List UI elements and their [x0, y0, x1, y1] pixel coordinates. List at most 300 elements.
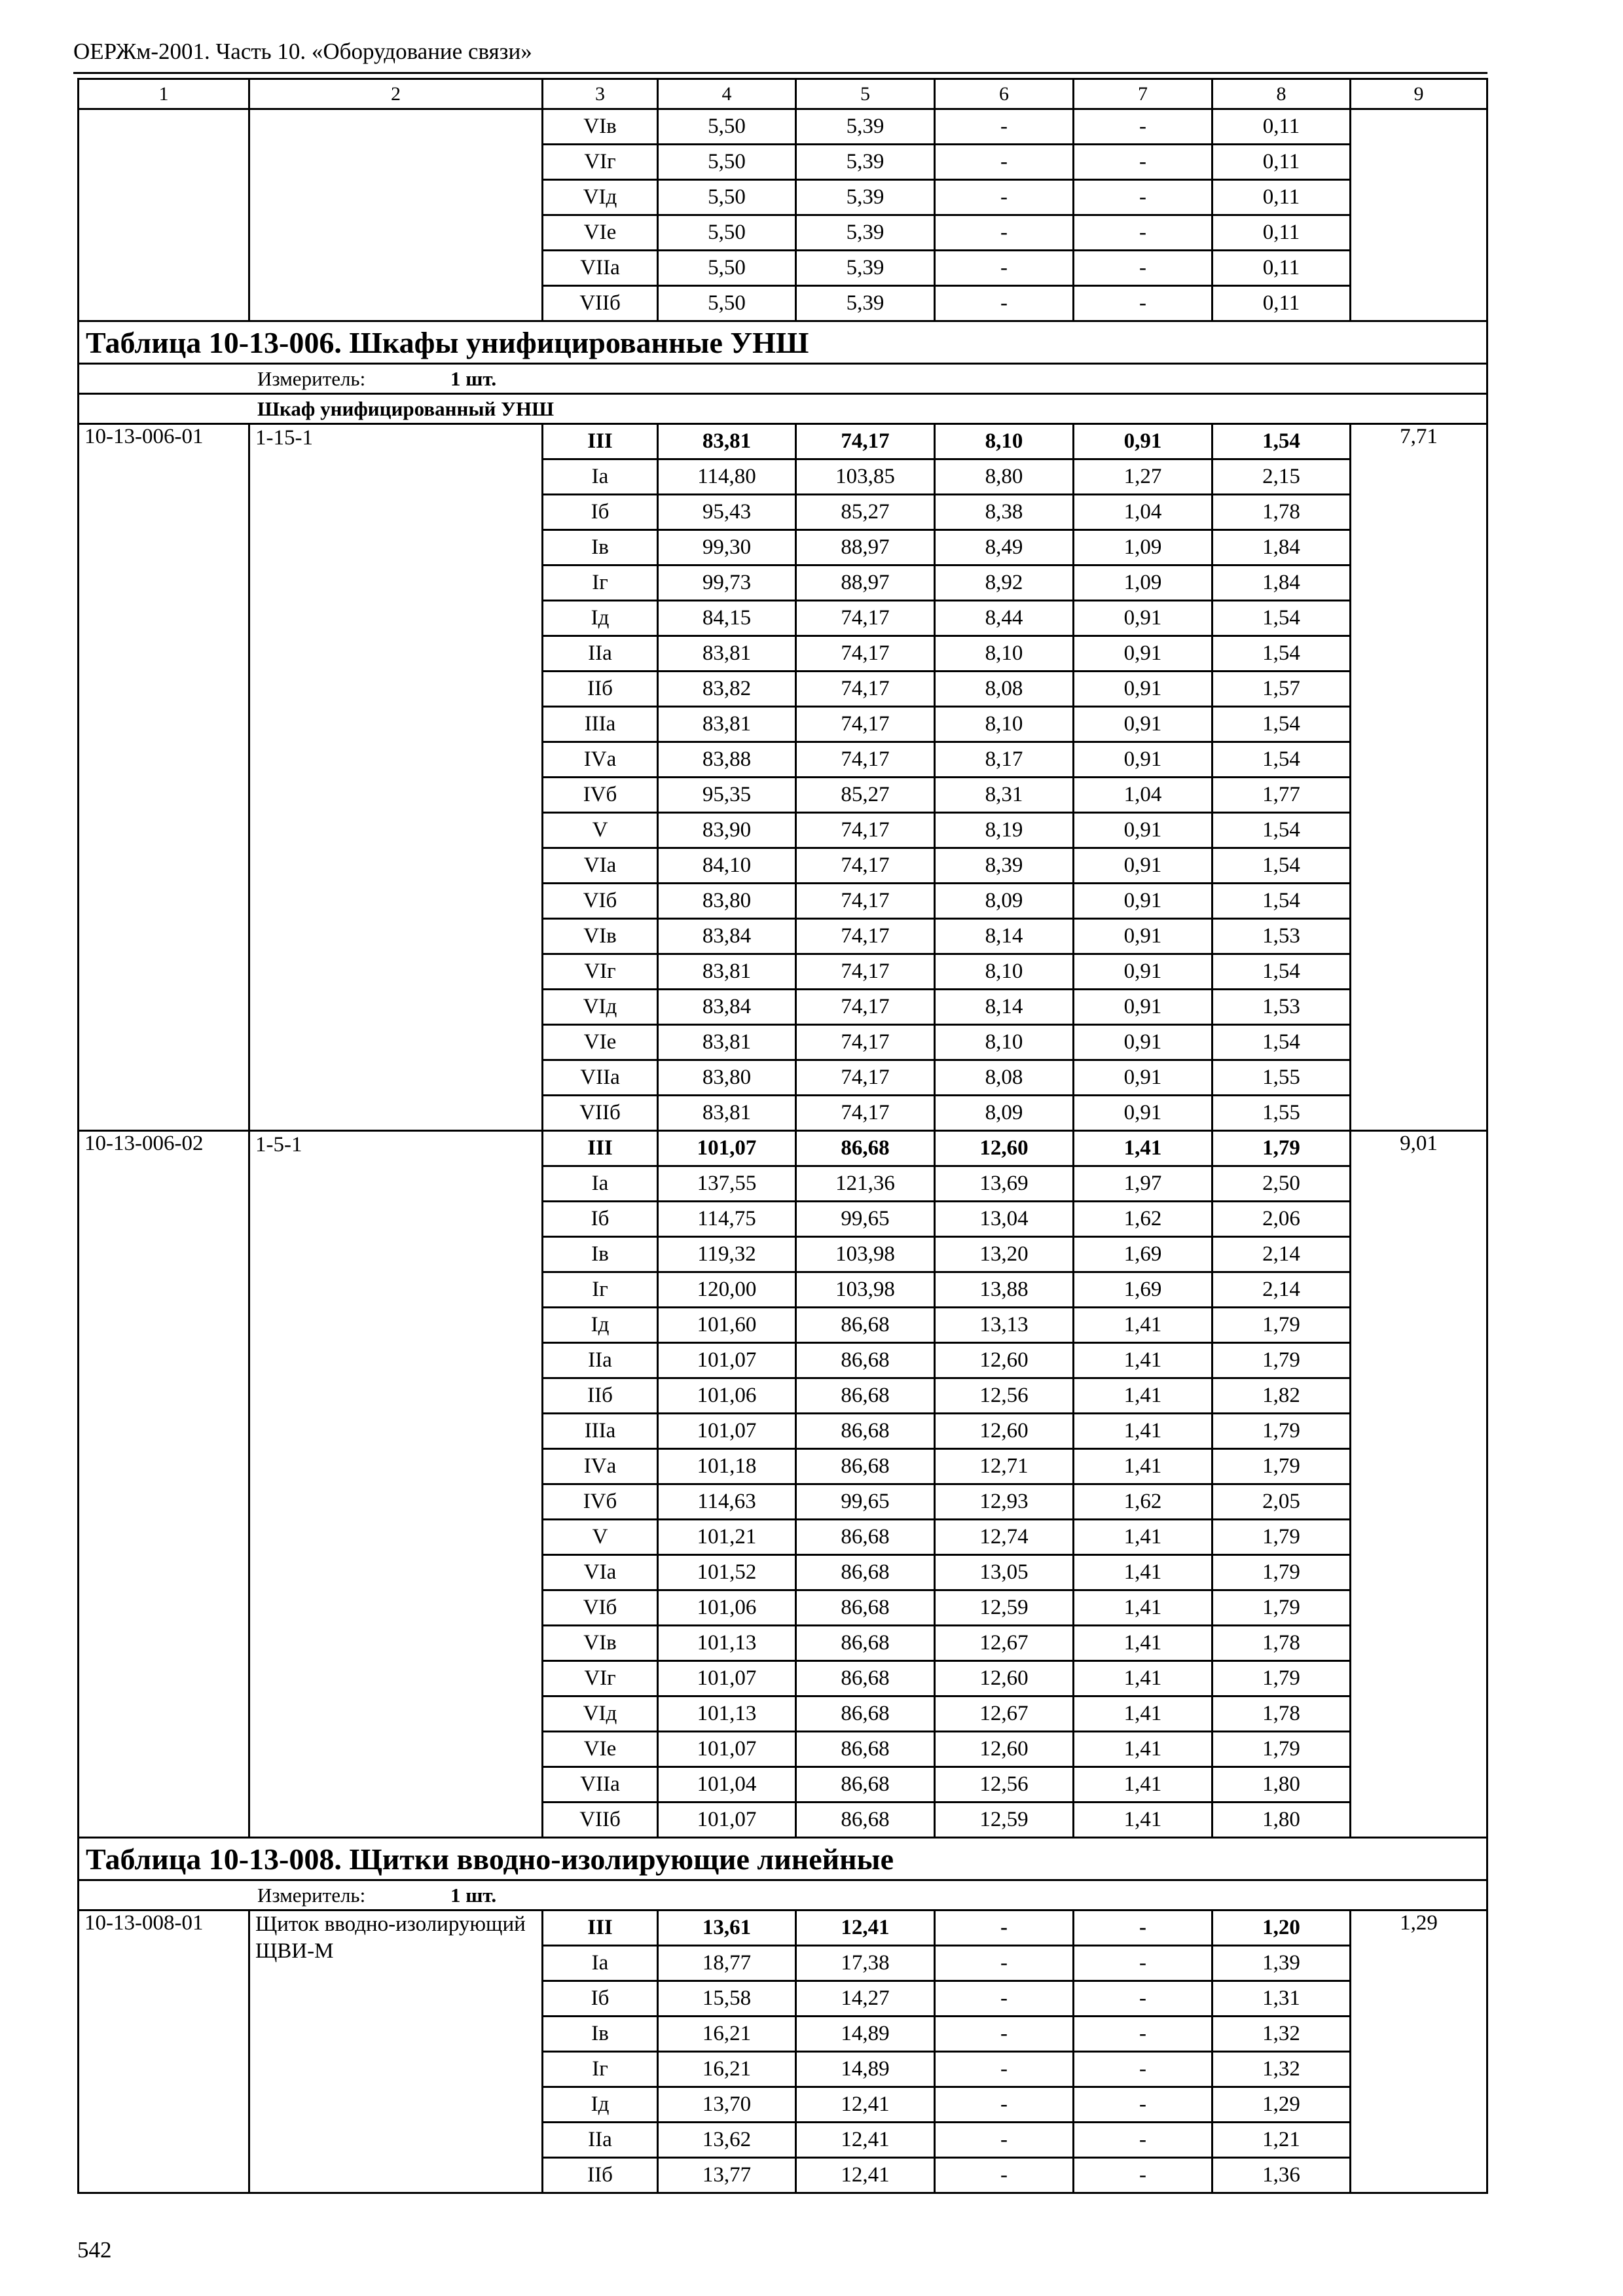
value-cell: 12,93 — [935, 1484, 1074, 1520]
value-cell: 99,73 — [658, 565, 796, 601]
value-cell: 13,20 — [935, 1237, 1074, 1272]
value-cell: 13,13 — [935, 1308, 1074, 1343]
zone-cell: Iг — [543, 2052, 658, 2087]
zone-cell: IVа — [543, 1449, 658, 1484]
value-cell: - — [935, 2052, 1074, 2087]
value-cell: - — [935, 2087, 1074, 2123]
value-cell: 12,59 — [935, 1803, 1074, 1838]
value-cell: - — [935, 251, 1074, 286]
value-cell: 1,80 — [1213, 1767, 1351, 1803]
zone-cell: VIв — [543, 919, 658, 954]
value-cell: 16,21 — [658, 2017, 796, 2052]
value-cell: 101,13 — [658, 1696, 796, 1732]
value-cell: 2,15 — [1213, 459, 1351, 495]
value-cell: 12,41 — [796, 2087, 935, 2123]
value-cell: 1,78 — [1213, 1696, 1351, 1732]
value-cell: - — [935, 1946, 1074, 1981]
value-cell: 1,79 — [1213, 1308, 1351, 1343]
value-cell: 83,84 — [658, 990, 796, 1025]
value-cell: 5,39 — [796, 145, 935, 180]
value-cell: 74,17 — [796, 990, 935, 1025]
value-cell: 101,07 — [658, 1414, 796, 1449]
zone-cell: IVа — [543, 742, 658, 778]
value-cell: 0,91 — [1074, 848, 1213, 884]
value-cell: 0,91 — [1074, 636, 1213, 672]
value-cell: 8,10 — [935, 1025, 1074, 1060]
value-cell: 12,41 — [796, 2158, 935, 2193]
value-cell: 86,68 — [796, 1732, 935, 1767]
zone-cell: VIе — [543, 1025, 658, 1060]
value-cell: 18,77 — [658, 1946, 796, 1981]
measure-cell — [79, 1880, 1487, 1910]
value-cell: 8,38 — [935, 495, 1074, 530]
value-cell: 5,50 — [658, 286, 796, 321]
zone-cell: VIв — [543, 109, 658, 145]
zone-cell: VIIа — [543, 1767, 658, 1803]
value-cell: - — [1074, 2052, 1213, 2087]
value-cell: 1,54 — [1213, 742, 1351, 778]
value-cell: 8,09 — [935, 1096, 1074, 1131]
value-cell: 84,15 — [658, 601, 796, 636]
value-cell: 1,79 — [1213, 1555, 1351, 1590]
value-cell: 5,39 — [796, 180, 935, 215]
value-cell: 114,63 — [658, 1484, 796, 1520]
value-cell: 103,85 — [796, 459, 935, 495]
column-number-cell: 2 — [249, 79, 543, 109]
value-cell: - — [1074, 2158, 1213, 2193]
table-row — [79, 1910, 1487, 1946]
value-cell: 1,54 — [1213, 848, 1351, 884]
value-cell: 1,31 — [1213, 1981, 1351, 2017]
value-cell: 1,79 — [1213, 1131, 1351, 1166]
table-title-row — [79, 321, 1487, 364]
measure-value: 1 шт. — [450, 1883, 497, 1907]
zone-cell: Iв — [543, 530, 658, 565]
value-cell: 74,17 — [796, 1060, 935, 1096]
value-cell: 8,31 — [935, 778, 1074, 813]
zone-cell: Iд — [543, 2087, 658, 2123]
value-cell: - — [1074, 2017, 1213, 2052]
value-cell: 1,39 — [1213, 1946, 1351, 1981]
value-cell: 2,06 — [1213, 1202, 1351, 1237]
value-cell: 1,69 — [1074, 1272, 1213, 1308]
table-title: Таблица 10-13-006. Шкафы унифицированные УНШ — [79, 321, 1487, 364]
page-number: 542 — [77, 2237, 112, 2263]
zone-cell: IIа — [543, 1343, 658, 1378]
value-cell: 1,79 — [1213, 1449, 1351, 1484]
zone-cell: IIб — [543, 2158, 658, 2193]
value-cell: - — [935, 1910, 1074, 1946]
zone-cell: VIIа — [543, 1060, 658, 1096]
value-cell: 86,68 — [796, 1308, 935, 1343]
value-cell: 8,49 — [935, 530, 1074, 565]
zone-cell: V — [543, 1520, 658, 1555]
value-cell: 1,41 — [1074, 1661, 1213, 1696]
zone-cell: Iв — [543, 1237, 658, 1272]
value-cell: 74,17 — [796, 1096, 935, 1131]
value-cell: 101,13 — [658, 1626, 796, 1661]
value-cell: 1,62 — [1074, 1484, 1213, 1520]
value-cell: 1,32 — [1213, 2052, 1351, 2087]
value-cell: 0,91 — [1074, 742, 1213, 778]
value-cell: - — [935, 286, 1074, 321]
value-cell: 1,54 — [1213, 1025, 1351, 1060]
value-cell: - — [1074, 2087, 1213, 2123]
zone-cell: Iб — [543, 1202, 658, 1237]
value-cell: 1,55 — [1213, 1060, 1351, 1096]
value-cell: 1,54 — [1213, 813, 1351, 848]
zone-cell: Iд — [543, 1308, 658, 1343]
value-cell: 83,81 — [658, 424, 796, 459]
value-cell: 12,67 — [935, 1626, 1074, 1661]
value-cell: 0,91 — [1074, 672, 1213, 707]
col9-cell: 7,71 — [1351, 424, 1487, 1131]
value-cell: 86,68 — [796, 1767, 935, 1803]
value-cell: 14,89 — [796, 2017, 935, 2052]
value-cell: 0,91 — [1074, 954, 1213, 990]
value-cell: 101,07 — [658, 1343, 796, 1378]
zone-cell: IVб — [543, 1484, 658, 1520]
value-cell: 1,41 — [1074, 1732, 1213, 1767]
value-cell: 1,54 — [1213, 424, 1351, 459]
zone-cell: IIб — [543, 1378, 658, 1414]
value-cell: 103,98 — [796, 1272, 935, 1308]
value-cell: 13,88 — [935, 1272, 1074, 1308]
section-row — [79, 394, 1487, 424]
value-cell: 15,58 — [658, 1981, 796, 2017]
value-cell: 1,41 — [1074, 1590, 1213, 1626]
measure-label: Измеритель: — [257, 367, 366, 390]
value-cell: 1,41 — [1074, 1131, 1213, 1166]
zone-cell: IIа — [543, 2123, 658, 2158]
value-cell: 0,91 — [1074, 1060, 1213, 1096]
value-cell: 5,39 — [796, 251, 935, 286]
value-cell: 101,52 — [658, 1555, 796, 1590]
value-cell: 119,32 — [658, 1237, 796, 1272]
value-cell: 12,59 — [935, 1590, 1074, 1626]
value-cell: 86,68 — [796, 1626, 935, 1661]
value-cell: 83,82 — [658, 672, 796, 707]
value-cell: 8,14 — [935, 990, 1074, 1025]
value-cell: 5,50 — [658, 215, 796, 251]
column-number-cell: 3 — [543, 79, 658, 109]
value-cell: 12,41 — [796, 2123, 935, 2158]
value-cell: 1,27 — [1074, 459, 1213, 495]
value-cell: 74,17 — [796, 884, 935, 919]
value-cell: 12,56 — [935, 1767, 1074, 1803]
value-cell: 0,91 — [1074, 424, 1213, 459]
zone-cell: IIб — [543, 672, 658, 707]
value-cell: 1,54 — [1213, 884, 1351, 919]
value-cell: 8,10 — [935, 636, 1074, 672]
zone-cell: IVб — [543, 778, 658, 813]
zone-cell: Iб — [543, 1981, 658, 2017]
value-cell: 86,68 — [796, 1696, 935, 1732]
zone-cell: VIе — [543, 215, 658, 251]
header-divider — [73, 72, 1487, 74]
value-cell: 85,27 — [796, 778, 935, 813]
value-cell: 86,68 — [796, 1803, 935, 1838]
value-cell: 121,36 — [796, 1166, 935, 1202]
value-cell: 1,53 — [1213, 990, 1351, 1025]
zone-cell: VIIб — [543, 286, 658, 321]
value-cell: 86,68 — [796, 1555, 935, 1590]
zone-cell: VIв — [543, 1626, 658, 1661]
value-cell: 101,06 — [658, 1378, 796, 1414]
item-code-cell: 10-13-006-01 — [79, 424, 249, 1131]
value-cell: 101,04 — [658, 1767, 796, 1803]
value-cell: - — [935, 1981, 1074, 2017]
item-name-cell: 1-5-1 — [249, 1131, 543, 1838]
value-cell: 114,75 — [658, 1202, 796, 1237]
value-cell: 83,90 — [658, 813, 796, 848]
value-cell: 1,79 — [1213, 1732, 1351, 1767]
value-cell: 74,17 — [796, 919, 935, 954]
value-cell: 5,50 — [658, 180, 796, 215]
value-cell: 0,11 — [1213, 251, 1351, 286]
value-cell: 1,79 — [1213, 1520, 1351, 1555]
value-cell: 1,97 — [1074, 1166, 1213, 1202]
column-number-cell: 4 — [658, 79, 796, 109]
value-cell: 1,80 — [1213, 1803, 1351, 1838]
zone-cell: Iв — [543, 2017, 658, 2052]
value-cell: 1,29 — [1213, 2087, 1351, 2123]
value-cell: 5,39 — [796, 215, 935, 251]
value-cell: 1,62 — [1074, 1202, 1213, 1237]
value-cell: 0,91 — [1074, 990, 1213, 1025]
value-cell: 1,78 — [1213, 495, 1351, 530]
value-cell: 17,38 — [796, 1946, 935, 1981]
value-cell: - — [1074, 1981, 1213, 2017]
value-cell: 1,41 — [1074, 1449, 1213, 1484]
value-cell: 1,79 — [1213, 1590, 1351, 1626]
value-cell: 137,55 — [658, 1166, 796, 1202]
value-cell: 1,57 — [1213, 672, 1351, 707]
zone-cell: IIIа — [543, 707, 658, 742]
zone-cell: VIа — [543, 1555, 658, 1590]
value-cell: 12,67 — [935, 1696, 1074, 1732]
value-cell: 1,79 — [1213, 1661, 1351, 1696]
zone-cell: Iг — [543, 1272, 658, 1308]
value-cell: 74,17 — [796, 707, 935, 742]
value-cell: 1,41 — [1074, 1696, 1213, 1732]
value-cell: 99,30 — [658, 530, 796, 565]
zone-cell: VIд — [543, 990, 658, 1025]
value-cell: - — [1074, 109, 1213, 145]
value-cell: - — [1074, 2123, 1213, 2158]
value-cell: 1,09 — [1074, 565, 1213, 601]
zone-cell: IIIа — [543, 1414, 658, 1449]
value-cell: 13,05 — [935, 1555, 1074, 1590]
value-cell: 85,27 — [796, 495, 935, 530]
value-cell: 0,91 — [1074, 707, 1213, 742]
value-cell: - — [1074, 1946, 1213, 1981]
value-cell: 88,97 — [796, 565, 935, 601]
value-cell: - — [935, 2123, 1074, 2158]
value-cell: 0,11 — [1213, 215, 1351, 251]
value-cell: 0,11 — [1213, 180, 1351, 215]
value-cell: 8,10 — [935, 707, 1074, 742]
value-cell: 2,14 — [1213, 1272, 1351, 1308]
value-cell: 12,74 — [935, 1520, 1074, 1555]
value-cell: 1,41 — [1074, 1378, 1213, 1414]
zone-cell: V — [543, 813, 658, 848]
zone-cell: VIг — [543, 954, 658, 990]
value-cell: - — [935, 215, 1074, 251]
value-cell: 86,68 — [796, 1131, 935, 1166]
value-cell: 1,41 — [1074, 1520, 1213, 1555]
value-cell: 1,20 — [1213, 1910, 1351, 1946]
value-cell: 8,92 — [935, 565, 1074, 601]
item-name-cell: Щиток вводно-изолирующий ЩВИ-М — [249, 1910, 543, 2193]
column-number-cell: 8 — [1213, 79, 1351, 109]
value-cell: 1,55 — [1213, 1096, 1351, 1131]
section-title: Шкаф унифицированный УНШ — [257, 397, 555, 420]
zone-cell: Iг — [543, 565, 658, 601]
value-cell: 74,17 — [796, 601, 935, 636]
value-cell: 86,68 — [796, 1590, 935, 1626]
value-cell: 101,18 — [658, 1449, 796, 1484]
rates-table — [77, 78, 1488, 2194]
col9-cell: 1,29 — [1351, 1910, 1487, 2193]
value-cell: 1,36 — [1213, 2158, 1351, 2193]
value-cell: 1,09 — [1074, 530, 1213, 565]
value-cell: 0,91 — [1074, 919, 1213, 954]
value-cell: 0,11 — [1213, 286, 1351, 321]
value-cell: 101,06 — [658, 1590, 796, 1626]
value-cell: 12,60 — [935, 1343, 1074, 1378]
value-cell: 13,70 — [658, 2087, 796, 2123]
zone-cell: VIIб — [543, 1096, 658, 1131]
value-cell: 0,91 — [1074, 1025, 1213, 1060]
value-cell: 1,41 — [1074, 1803, 1213, 1838]
value-cell: 88,97 — [796, 530, 935, 565]
value-cell: 101,07 — [658, 1803, 796, 1838]
value-cell: 12,60 — [935, 1414, 1074, 1449]
value-cell: 95,43 — [658, 495, 796, 530]
value-cell: - — [1074, 145, 1213, 180]
value-cell: 5,39 — [796, 286, 935, 321]
value-cell: 101,07 — [658, 1661, 796, 1696]
empty-cell — [1351, 109, 1487, 321]
value-cell: 14,27 — [796, 1981, 935, 2017]
value-cell: 83,80 — [658, 1060, 796, 1096]
value-cell: 1,54 — [1213, 601, 1351, 636]
value-cell: 86,68 — [796, 1343, 935, 1378]
value-cell: 1,79 — [1213, 1414, 1351, 1449]
value-cell: - — [1074, 215, 1213, 251]
value-cell: 5,39 — [796, 109, 935, 145]
column-number-cell: 5 — [796, 79, 935, 109]
zone-cell: VIIб — [543, 1803, 658, 1838]
value-cell: 1,77 — [1213, 778, 1351, 813]
value-cell: 16,21 — [658, 2052, 796, 2087]
measure-label: Измеритель: — [257, 1883, 366, 1907]
value-cell: 8,09 — [935, 884, 1074, 919]
value-cell: 114,80 — [658, 459, 796, 495]
value-cell: 86,68 — [796, 1449, 935, 1484]
value-cell: 74,17 — [796, 636, 935, 672]
zone-cell: VIг — [543, 1661, 658, 1696]
value-cell: 1,04 — [1074, 495, 1213, 530]
value-cell: 12,41 — [796, 1910, 935, 1946]
column-number-cell: 6 — [935, 79, 1074, 109]
value-cell: 83,81 — [658, 636, 796, 672]
value-cell: 86,68 — [796, 1414, 935, 1449]
value-cell: 0,91 — [1074, 601, 1213, 636]
value-cell: - — [1074, 180, 1213, 215]
value-cell: 12,56 — [935, 1378, 1074, 1414]
value-cell: 1,78 — [1213, 1626, 1351, 1661]
column-number-cell: 9 — [1351, 79, 1487, 109]
value-cell: 83,81 — [658, 954, 796, 990]
value-cell: 101,07 — [658, 1131, 796, 1166]
zone-cell: Iа — [543, 459, 658, 495]
zone-cell: IIа — [543, 636, 658, 672]
value-cell: 0,91 — [1074, 813, 1213, 848]
item-code-cell: 10-13-006-02 — [79, 1131, 249, 1838]
value-cell: - — [935, 109, 1074, 145]
value-cell: 83,88 — [658, 742, 796, 778]
item-code-cell: 10-13-008-01 — [79, 1910, 249, 2193]
zone-cell: Iа — [543, 1946, 658, 1981]
measure-row — [79, 364, 1487, 394]
value-cell: 99,65 — [796, 1202, 935, 1237]
value-cell: 1,41 — [1074, 1308, 1213, 1343]
value-cell: 83,81 — [658, 1096, 796, 1131]
value-cell: 83,80 — [658, 884, 796, 919]
value-cell: 74,17 — [796, 424, 935, 459]
value-cell: 1,84 — [1213, 565, 1351, 601]
value-cell: 1,41 — [1074, 1555, 1213, 1590]
zone-cell: VIе — [543, 1732, 658, 1767]
value-cell: 12,60 — [935, 1732, 1074, 1767]
value-cell: 8,39 — [935, 848, 1074, 884]
value-cell: 1,69 — [1074, 1237, 1213, 1272]
value-cell: 74,17 — [796, 813, 935, 848]
value-cell: 5,50 — [658, 251, 796, 286]
zone-cell: VIб — [543, 884, 658, 919]
value-cell: 101,07 — [658, 1732, 796, 1767]
value-cell: 0,11 — [1213, 145, 1351, 180]
value-cell: 13,69 — [935, 1166, 1074, 1202]
zone-cell: Iб — [543, 495, 658, 530]
value-cell: 120,00 — [658, 1272, 796, 1308]
value-cell: 8,44 — [935, 601, 1074, 636]
value-cell: 13,62 — [658, 2123, 796, 2158]
value-cell: 8,10 — [935, 954, 1074, 990]
value-cell: 103,98 — [796, 1237, 935, 1272]
zone-cell: III — [543, 424, 658, 459]
value-cell: 1,79 — [1213, 1343, 1351, 1378]
value-cell: 1,53 — [1213, 919, 1351, 954]
value-cell: 13,04 — [935, 1202, 1074, 1237]
value-cell: 2,50 — [1213, 1166, 1351, 1202]
value-cell: 1,21 — [1213, 2123, 1351, 2158]
value-cell: 74,17 — [796, 954, 935, 990]
value-cell: 86,68 — [796, 1661, 935, 1696]
value-cell: 101,21 — [658, 1520, 796, 1555]
table-row — [79, 109, 1487, 145]
value-cell: 1,41 — [1074, 1414, 1213, 1449]
measure-cell — [79, 364, 1487, 394]
value-cell: 101,60 — [658, 1308, 796, 1343]
table-row — [79, 424, 1487, 459]
value-cell: 1,32 — [1213, 2017, 1351, 2052]
table-title-row — [79, 1838, 1487, 1880]
zone-cell: VIIа — [543, 251, 658, 286]
value-cell: 12,71 — [935, 1449, 1074, 1484]
